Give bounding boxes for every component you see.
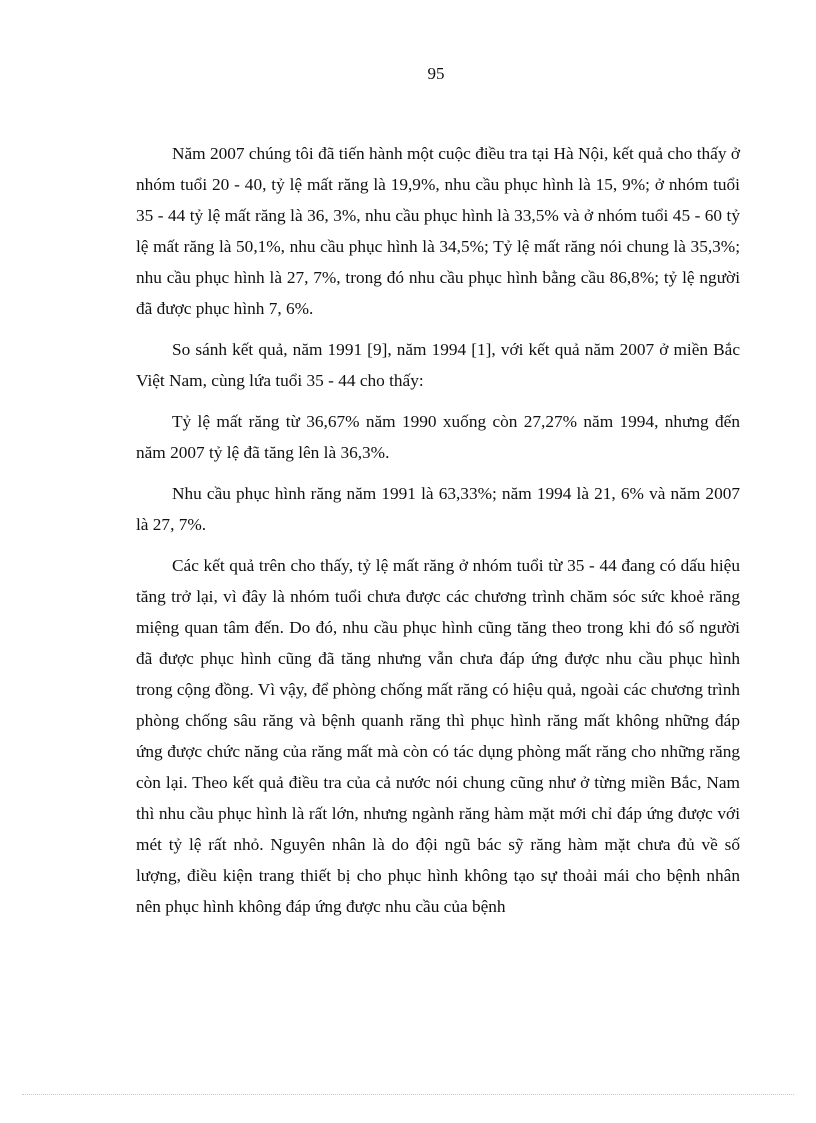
paragraph-discussion: Các kết quả trên cho thấy, tỷ lệ mất răng ở nhóm tuổi từ 35 - 44 đang có dấu hiệu tăng trở lại, vì đây là nhóm tuổi chưa được các chương trình chăm sóc sức khoẻ răng miệng quan tâm đến. Do đó, nhu cầu phục hình cũng tăng theo trong khi đó số người đã được phục hình cũng đã tăng nhưng vẫn chưa đáp ứng được nhu cầu phục hình trong cộng đồng. Vì vậy, để phòng chống mất răng có hiệu quả, ngoài các chương trình phòng chống sâu răng và bệnh quanh răng thì phục hình răng mất không những đáp ứng được chức năng của răng mất mà còn có tác dụng phòng mất răng cho những răng còn lại. Theo kết quả điều tra của cả nước nói chung cũng như ở từng miền Bắc, Nam thì nhu cầu phục hình là rất lớn, nhưng ngành răng hàm mặt mới chỉ đáp ứng được với mét tỷ lệ rất nhỏ. Nguyên nhân là do đội ngũ bác sỹ răng hàm mặt chưa đủ về số lượng, điều kiện trang thiết bị cho phục hình không tạo sự thoải mái cho bệnh nhân nên phục hình không đáp ứng được nhu cầu của bệnh: [136, 556, 740, 916]
page-number: 95: [427, 64, 445, 83]
paragraph-prosthetic-need: Nhu cầu phục hình răng năm 1991 là 63,33%; năm 1994 là 21, 6% và năm 2007 là 27, 7%.: [136, 484, 740, 534]
paragraph-tooth-loss-rate: Tỷ lệ mất răng từ 36,67% năm 1990 xuống còn 27,27% năm 1994, nhưng đến năm 2007 tỷ lệ đã tăng lên là 36,3%.: [136, 412, 740, 462]
paragraph-survey-2007: Năm 2007 chúng tôi đã tiến hành một cuộc điều tra tại Hà Nội, kết quả cho thấy ở nhóm tuổi 20 - 40, tỷ lệ mất răng là 19,9%, nhu cầu phục hình là 15, 9%; ở nhóm tuổi 35 - 44 tỷ lệ mất răng là 36, 3%, nhu cầu phục hình là 33,5% và ở nhóm tuổi 45 - 60 tỷ lệ mất răng là 50,1%, nhu cầu phục hình là 34,5%; Tỷ lệ mất răng nói chung là 35,3%; nhu cầu phục hình là 27, 7%, trong đó nhu cầu phục hình bằng cầu 86,8%; tỷ lệ người đã được phục hình 7, 6%.: [136, 144, 740, 318]
footer-dotted-rule: [22, 1094, 794, 1095]
paragraph-comparison: So sánh kết quả, năm 1991 [9], năm 1994 [1], với kết quả năm 2007 ở miền Bắc Việt Nam, cùng lứa tuổi 35 - 44 cho thấy:: [136, 340, 740, 390]
body-text: [136, 138, 740, 922]
